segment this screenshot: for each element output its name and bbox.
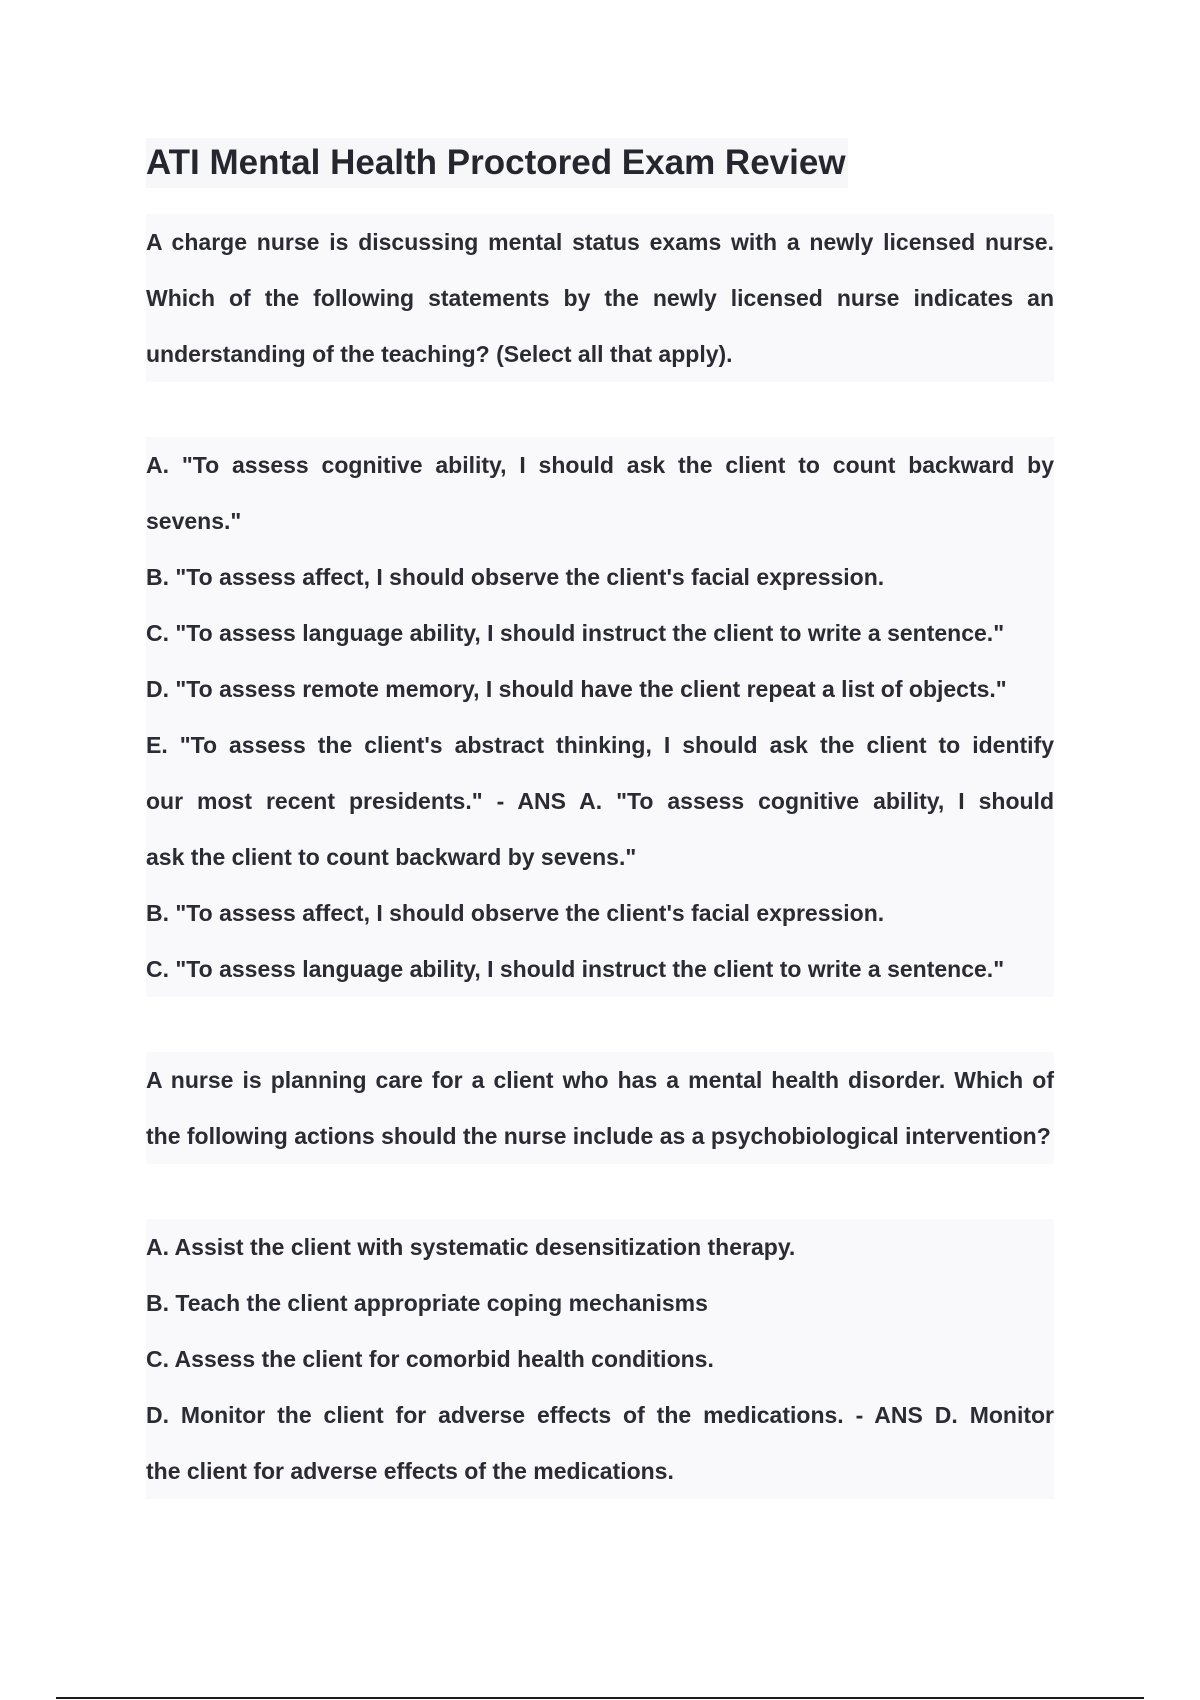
question-1-option-e-line-1: E. "To assess the client's abstract thinking, I should ask the client to identify [146, 717, 1054, 773]
question-1-option-a-line-2: sevens." [146, 493, 1054, 549]
question-1-answer-line-2: B. "To assess affect, I should observe the client's facial expression. [146, 885, 1054, 941]
spacer [146, 997, 1054, 1052]
question-1-option-b: B. "To assess affect, I should observe the client's facial expression. [146, 549, 1054, 605]
question-1-option-c: C. "To assess language ability, I should instruct the client to write a sentence." [146, 605, 1054, 661]
spacer [146, 1164, 1054, 1219]
document-title: ATI Mental Health Proctored Exam Review [146, 138, 848, 188]
question-2-option-b: B. Teach the client appropriate coping mechanisms [146, 1275, 1054, 1331]
spacer [146, 382, 1054, 437]
question-1-option-e-line-2: our most recent presidents." - ANS A. "To assess cognitive ability, I should [146, 773, 1054, 829]
question-2-option-d-line-1: D. Monitor the client for adverse effects of the medications. - ANS D. Monitor [146, 1387, 1054, 1443]
question-2-stem: A nurse is planning care for a client who has a mental health disorder. Which of the following actions should the nurse include as a psychobiological intervention? [146, 1052, 1054, 1164]
question-2-option-c: C. Assess the client for comorbid health conditions. [146, 1331, 1054, 1387]
question-1-answer-line-1: ask the client to count backward by sevens." [146, 829, 1054, 885]
document-page [146, 138, 1054, 1499]
question-1-option-d: D. "To assess remote memory, I should have the client repeat a list of objects." [146, 661, 1054, 717]
footer-rule [56, 1697, 1144, 1699]
question-1-answer-line-3: C. "To assess language ability, I should instruct the client to write a sentence." [146, 941, 1054, 997]
question-2-option-a: A. Assist the client with systematic desensitization therapy. [146, 1219, 1054, 1275]
question-2-option-d-line-2: the client for adverse effects of the medications. [146, 1443, 1054, 1499]
question-1-stem: A charge nurse is discussing mental status exams with a newly licensed nurse. Which of the following statements by the newly licensed nurse indicates an understanding of the teaching? (Select all that apply). [146, 214, 1054, 382]
question-1-option-a-line-1: A. "To assess cognitive ability, I should ask the client to count backward by [146, 437, 1054, 493]
